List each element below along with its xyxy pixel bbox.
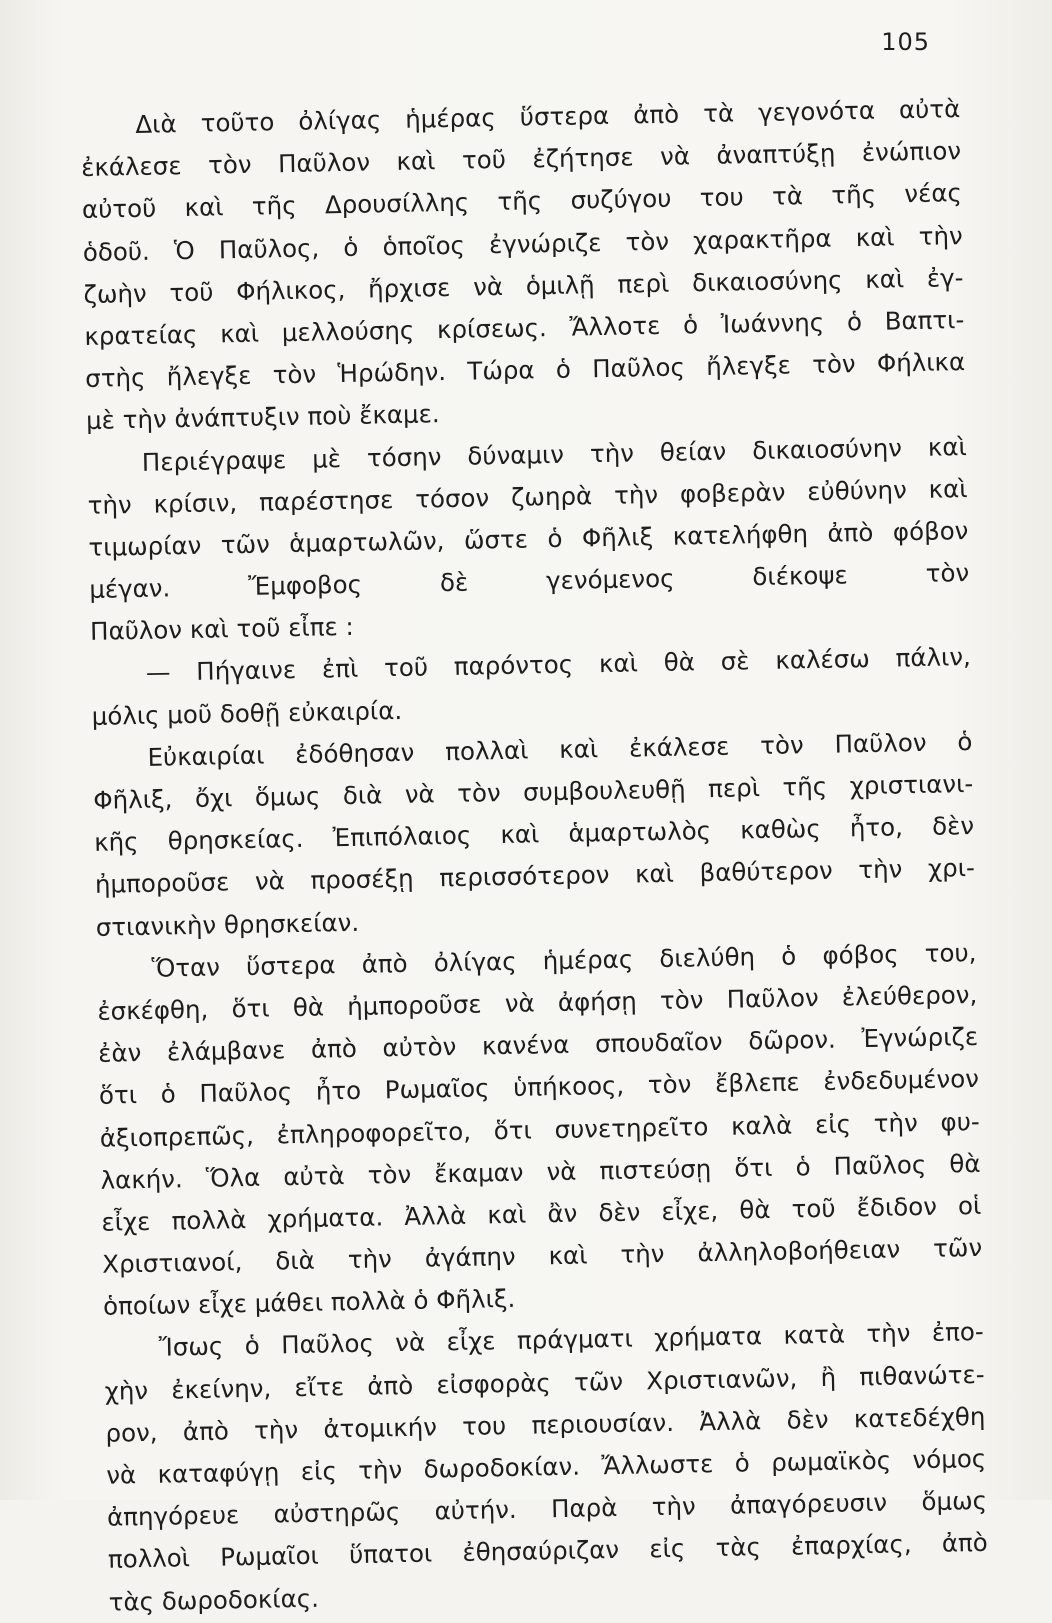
text-line: πολλοὶ Ρωμαῖοι ὕπατοι ἐθησαύριζαν εἰς τὰς ἐπαρχίας, ἀπὸ [107,1528,989,1575]
text-line: αὐτοῦ καὶ τῆς Δρουσίλλης τῆς συζύγου του τὰ τῆς νέας [81,178,963,225]
body-text [80,88,989,1623]
text-line: λακήν. Ὅλα αὐτὰ τὸν ἔκαμαν νὰ πιστεύσῃ ὅτι ὁ Παῦλος θὰ [100,1148,981,1195]
text-line: ζωὴν τοῦ Φήλικος, ἤρχισε νὰ ὁμιλῇ περὶ δικαιοσύνης καὶ ἐγ- [83,262,964,309]
text-line: τὰς δωροδοκίας. [108,1583,320,1617]
text-line: Εὐκαιρίαι ἐδόθησαν πολλαὶ καὶ ἐκάλεσε τὸν Παῦλον ὁ [147,726,973,772]
text-line: νὰ καταφύγῃ εἰς τὴν δωροδοκίαν. Ἄλλωστε ὁ ρωμαϊκὸς νόμος [106,1443,987,1490]
text-line: ὁδοῦ. Ὁ Παῦλος, ὁ ὁποῖος ἐγνώριζε τὸν χαρακτῆρα καὶ τὴν [82,220,963,267]
text-line: ἀξιοπρεπῶς, ἐπληροφορεῖτο, ὅτι συνετηρεῖτο καλὰ εἰς τὴν φυ- [99,1106,980,1153]
text-line: τιμωρίαν τῶν ἁμαρτωλῶν, ὥστε ὁ Φῆλιξ κατελήφθη ἀπὸ φόβον [88,515,969,562]
text-line: ἐκάλεσε τὸν Παῦλον καὶ τοῦ ἐζήτησε νὰ ἀναπτύξῃ ἐνώπιον [80,136,962,183]
text-line: κῆς θρησκείας. Ἐπιπόλαιος καὶ ἁμαρτωλὸς καθὼς ἦτο, δὲν [93,811,975,858]
text-line: μέγαν. Ἔμφοβος δὲ γενόμενος διέκοψε τὸν [89,558,970,604]
text-line: τὴν κρίσιν, παρέστησε τόσον ζωηρὰ τὴν φοβερὰν εὐθύνην καὶ [87,473,968,520]
text-line: στὴς ἤλεγξε τὸν Ἡρώδην. Τώρα ὁ Παῦλος ἤλεγξε τὸν Φήλικα [84,347,966,394]
text-line: κρατείας καὶ μελλούσης κρίσεως. Ἄλλοτε ὁ Ἰωάννης ὁ Βαπτι- [84,305,965,351]
text-line: ὅτι ὁ Παῦλος ἦτο Ρωμαῖος ὑπήκοος, τὸν ἔβλεπε ἐνδεδυμένον [98,1064,980,1111]
text-line: ἐσκέφθη, ὅτι θὰ ἠμποροῦσε νὰ ἀφήσῃ τὸν Παῦλον ἐλεύθερον, [97,979,978,1026]
text-line: εἶχε πολλὰ χρήματα. Ἀλλὰ καὶ ἂν δὲν εἶχε, θὰ τοῦ ἔδιδον οἱ [101,1190,982,1237]
text-line: ἠμποροῦσε νὰ προσέξῃ περισσότερον καὶ βαθύτερον τὴν χρι- [94,853,976,900]
text-line: Ὅταν ὕστερα ἀπὸ ὀλίγας ἡμέρας διελύθη ὁ φόβος του, [151,937,977,983]
text-line: Χριστιανοί, διὰ τὴν ἀγάπην καὶ τὴν ἀλληλοβοήθειαν τῶν [101,1232,983,1279]
text-line: Διὰ τοῦτο ὀλίγας ἡμέρας ὕστερα ἀπὸ τὰ γεγονότα αὐτὰ [135,94,961,139]
text-line: Περιέγραψε μὲ τόσην δύναμιν τὴν θείαν δικαιοσύνην καὶ [141,431,967,477]
text-line: Ἴσως ὁ Παῦλος νὰ εἶχε πράγματι χρήματα κατὰ τὴν ἐπο- [158,1317,984,1363]
text-line: Παῦλον καὶ τοῦ εἶπε : [89,612,354,647]
page-number: 105 [881,28,930,56]
text-line: ὁποίων εἶχε μάθει πολλὰ ὁ Φῆλιξ. [102,1284,516,1322]
text-line: Φῆλιξ, ὄχι ὅμως διὰ νὰ τὸν συμβουλευθῇ περὶ τῆς χριστιανι- [93,768,974,815]
text-line: μόλις μοῦ δοθῇ εὐκαιρία. [91,695,403,731]
text-line: μὲ τὴν ἀνάπτυξιν ποὺ ἔκαμε. [85,399,440,436]
text-line: ρον, ἀπὸ τὴν ἀτομικήν του περιουσίαν. Ἀλλὰ δὲν κατεδέχθη [105,1401,986,1448]
text-line: χὴν ἐκείνην, εἴτε ἀπὸ εἰσφορὰς τῶν Χριστιανῶν, ἢ πιθανώτε- [104,1359,985,1406]
text-line: ἐὰν ἐλάμβανε ἀπὸ αὐτὸν κανένα σπουδαῖον δῶρον. Ἐγνώριζε [97,1022,979,1068]
text-line: — Πήγαινε ἐπὶ τοῦ παρόντος καὶ θὰ σὲ καλέσω πάλιν, [145,642,972,688]
text-line: ἀπηγόρευε αὐστηρῶς αὐτήν. Παρὰ τὴν ἀπαγόρευσιν ὅμως [106,1486,988,1532]
text-line: στιανικὴν θρησκείαν. [95,907,360,942]
